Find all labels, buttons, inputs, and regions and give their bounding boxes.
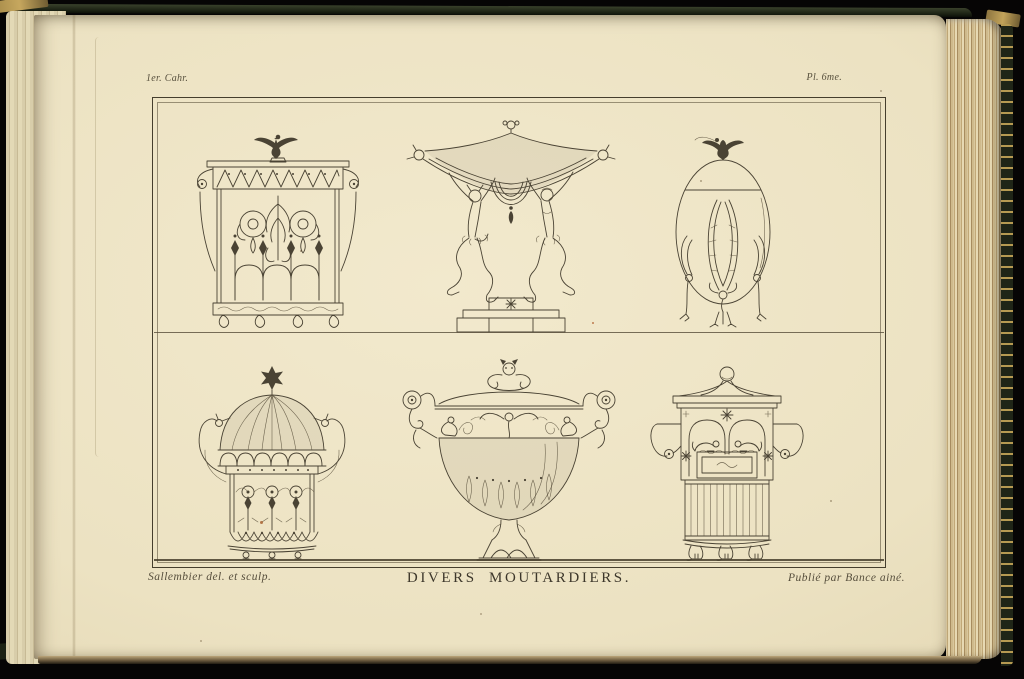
artist-credit: Sallembier del. et sculp. xyxy=(148,571,272,583)
book-page xyxy=(34,15,946,659)
figure-winged-coupe xyxy=(395,358,623,560)
plate-number-label: Pl. 6me. xyxy=(806,72,842,83)
plate-mark-impression xyxy=(95,37,103,457)
ground-line-top-row xyxy=(154,332,884,333)
page-bottom-edge xyxy=(38,656,982,664)
figure-cage-pot-with-bird xyxy=(193,128,363,332)
page-gutter-crease xyxy=(72,15,76,659)
figure-domed-cage-pot xyxy=(190,362,357,560)
figure-egg-vase-with-doves xyxy=(665,128,780,332)
figure-satyr-navette xyxy=(403,116,618,332)
publisher-credit: Publié par Bance ainé. xyxy=(787,572,905,584)
figure-lion-temple-pot xyxy=(645,364,808,560)
ground-line-bottom-row xyxy=(154,559,884,561)
book-cover-right-gilt xyxy=(1001,24,1013,666)
plate-title: DIVERS MOUTARDIERS. xyxy=(406,570,632,586)
cahier-number-label: 1er. Cahr. xyxy=(146,73,189,84)
book-fore-edge-pages xyxy=(946,19,1003,659)
